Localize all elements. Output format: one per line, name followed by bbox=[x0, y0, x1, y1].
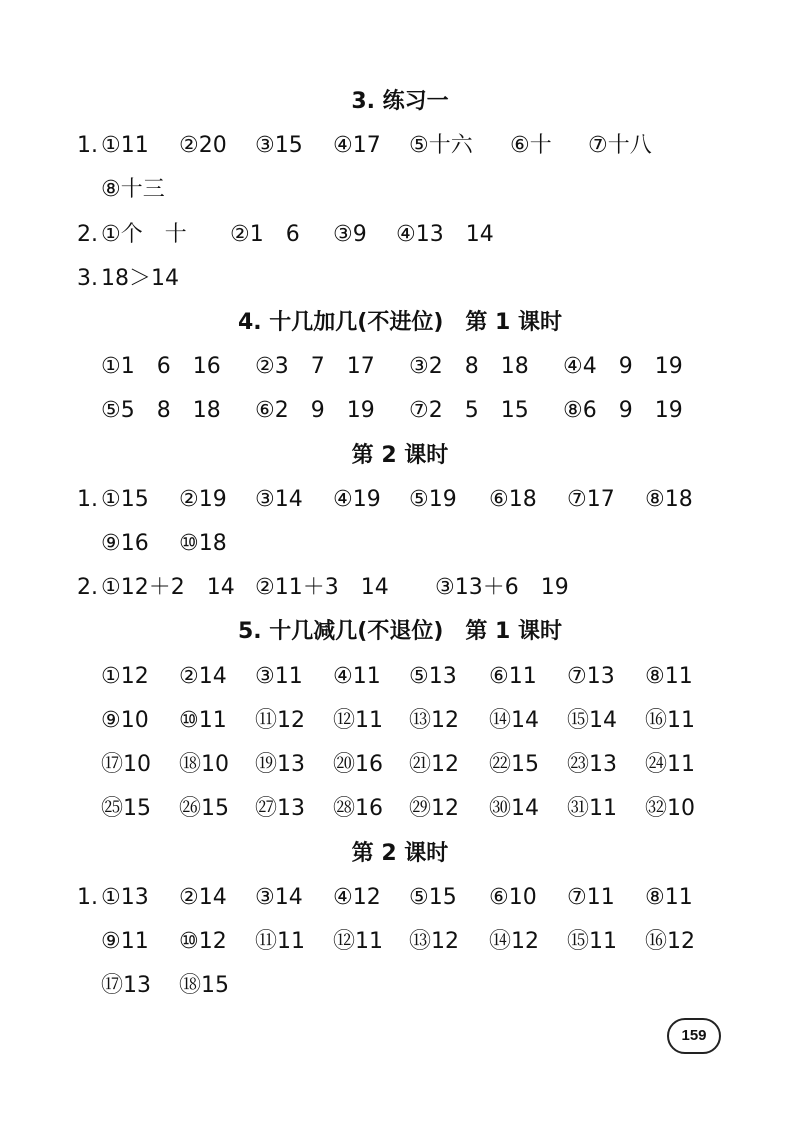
section-heading: 3. 练习一 bbox=[351, 89, 449, 114]
answer-item: ①11 bbox=[101, 133, 149, 158]
answer-item: ⑯11 bbox=[645, 708, 695, 733]
answer-item: ㉚14 bbox=[489, 796, 539, 821]
answer-item: ③14 bbox=[255, 885, 303, 910]
answer-item: ⑰13 bbox=[101, 973, 151, 998]
answer-item: ④19 bbox=[333, 487, 381, 512]
answer-item: ⑫11 bbox=[333, 929, 383, 954]
answer-item: ㉒15 bbox=[489, 752, 539, 777]
answer-item: 18＞14 bbox=[101, 266, 179, 291]
answer-item: ㉖15 bbox=[179, 796, 229, 821]
answer-row bbox=[0, 480, 800, 520]
answer-row bbox=[0, 878, 800, 918]
answer-item: ③11 bbox=[255, 664, 303, 689]
answer-item: ②11＋3 14 bbox=[255, 575, 389, 600]
answer-item: ①15 bbox=[101, 487, 149, 512]
answer-item: ⑮11 bbox=[567, 929, 617, 954]
answer-item: ⑪12 bbox=[255, 708, 305, 733]
answer-item: ⑭14 bbox=[489, 708, 539, 733]
answer-item: ⑰10 bbox=[101, 752, 151, 777]
answer-item: ①1 6 16 bbox=[101, 354, 221, 379]
answer-item: ⑱10 bbox=[179, 752, 229, 777]
answer-item: ㉔11 bbox=[645, 752, 695, 777]
answer-item: ①个 十 bbox=[101, 222, 187, 247]
answer-item: ⑧11 bbox=[645, 664, 693, 689]
answer-row bbox=[0, 701, 800, 741]
section-heading: 第 2 课时 bbox=[351, 841, 449, 866]
answer-item: ⑥10 bbox=[489, 885, 537, 910]
answer-item: ⑥18 bbox=[489, 487, 537, 512]
answer-item: ④12 bbox=[333, 885, 381, 910]
answer-item: ⑩12 bbox=[179, 929, 227, 954]
answer-item: ②14 bbox=[179, 664, 227, 689]
answer-item: ⑫11 bbox=[333, 708, 383, 733]
answer-item: ③2 8 18 bbox=[409, 354, 529, 379]
answer-item: ⑨10 bbox=[101, 708, 149, 733]
section-heading: 5. 十几减几(不退位) 第 1 课时 bbox=[237, 619, 563, 644]
answer-item: ㉕15 bbox=[101, 796, 151, 821]
answer-item: ④4 9 19 bbox=[563, 354, 683, 379]
answer-item: ⑥十 bbox=[510, 133, 552, 158]
question-number: 3. bbox=[77, 266, 98, 291]
section-heading: 4. 十几加几(不进位) 第 1 课时 bbox=[237, 310, 563, 335]
question-number: 1. bbox=[77, 133, 98, 158]
answer-item: ⑦十八 bbox=[588, 133, 652, 158]
answer-item: ①13 bbox=[101, 885, 149, 910]
answer-item: ⑦17 bbox=[567, 487, 615, 512]
question-number: 2. bbox=[77, 575, 98, 600]
answer-item: ③14 bbox=[255, 487, 303, 512]
question-number: 1. bbox=[77, 885, 98, 910]
answer-row bbox=[0, 259, 800, 299]
answer-item: ⑨16 bbox=[101, 531, 149, 556]
answer-item: ⑳16 bbox=[333, 752, 383, 777]
answer-item: ①12＋2 14 bbox=[101, 575, 235, 600]
answer-item: ㉓13 bbox=[567, 752, 617, 777]
answer-row bbox=[0, 789, 800, 829]
answer-item: ④11 bbox=[333, 664, 381, 689]
answer-item: ㉜10 bbox=[645, 796, 695, 821]
answer-item: ㉑12 bbox=[409, 752, 459, 777]
answer-item: ⑧11 bbox=[645, 885, 693, 910]
answer-row bbox=[0, 922, 800, 962]
answer-item: ⑥2 9 19 bbox=[255, 398, 375, 423]
answer-item: ⑱15 bbox=[179, 973, 229, 998]
answer-item: ④17 bbox=[333, 133, 381, 158]
answer-item: ⑥11 bbox=[489, 664, 537, 689]
answer-item: ②14 bbox=[179, 885, 227, 910]
answer-item: ⑩18 bbox=[179, 531, 227, 556]
answer-item: ⑧18 bbox=[645, 487, 693, 512]
answer-item: ⑤13 bbox=[409, 664, 457, 689]
answer-row bbox=[0, 215, 800, 255]
answer-item: ③15 bbox=[255, 133, 303, 158]
answer-item: ②19 bbox=[179, 487, 227, 512]
answer-item: ⑲13 bbox=[255, 752, 305, 777]
answer-row bbox=[0, 391, 800, 431]
answer-item: ⑬12 bbox=[409, 708, 459, 733]
answer-item: ⑭12 bbox=[489, 929, 539, 954]
answer-item: ⑤十六 bbox=[409, 133, 473, 158]
answer-item: ⑦2 5 15 bbox=[409, 398, 529, 423]
answer-item: ⑧6 9 19 bbox=[563, 398, 683, 423]
answer-item: ⑬12 bbox=[409, 929, 459, 954]
answer-row bbox=[0, 126, 800, 166]
answer-row bbox=[0, 568, 800, 608]
answer-item: ㉛11 bbox=[567, 796, 617, 821]
answer-item: ⑦11 bbox=[567, 885, 615, 910]
answer-item: ⑤15 bbox=[409, 885, 457, 910]
answer-item: ⑨11 bbox=[101, 929, 149, 954]
answer-row bbox=[0, 966, 800, 1006]
answer-item: ⑩11 bbox=[179, 708, 227, 733]
question-number: 1. bbox=[77, 487, 98, 512]
answer-item: ②20 bbox=[179, 133, 227, 158]
question-number: 2. bbox=[77, 222, 98, 247]
answer-row bbox=[0, 170, 800, 210]
answer-item: ③9 bbox=[333, 222, 367, 247]
answer-row bbox=[0, 347, 800, 387]
answer-item: ②3 7 17 bbox=[255, 354, 375, 379]
answer-item: ③13＋6 19 bbox=[435, 575, 569, 600]
answer-item: ㉗13 bbox=[255, 796, 305, 821]
answer-item: ㉙12 bbox=[409, 796, 459, 821]
answer-item: ①12 bbox=[101, 664, 149, 689]
answer-item: ⑦13 bbox=[567, 664, 615, 689]
answer-item: ④13 14 bbox=[396, 222, 494, 247]
answer-item: ⑮14 bbox=[567, 708, 617, 733]
section-heading: 第 2 课时 bbox=[351, 443, 449, 468]
answer-item: ⑧十三 bbox=[101, 177, 165, 202]
answer-row bbox=[0, 524, 800, 564]
answer-item: ⑯12 bbox=[645, 929, 695, 954]
answer-item: ⑪11 bbox=[255, 929, 305, 954]
answer-item: ②1 6 bbox=[230, 222, 300, 247]
answer-item: ⑤5 8 18 bbox=[101, 398, 221, 423]
answer-row bbox=[0, 745, 800, 785]
page-number: 159 bbox=[667, 1018, 721, 1054]
answer-row bbox=[0, 657, 800, 697]
answer-item: ㉘16 bbox=[333, 796, 383, 821]
answer-item: ⑤19 bbox=[409, 487, 457, 512]
